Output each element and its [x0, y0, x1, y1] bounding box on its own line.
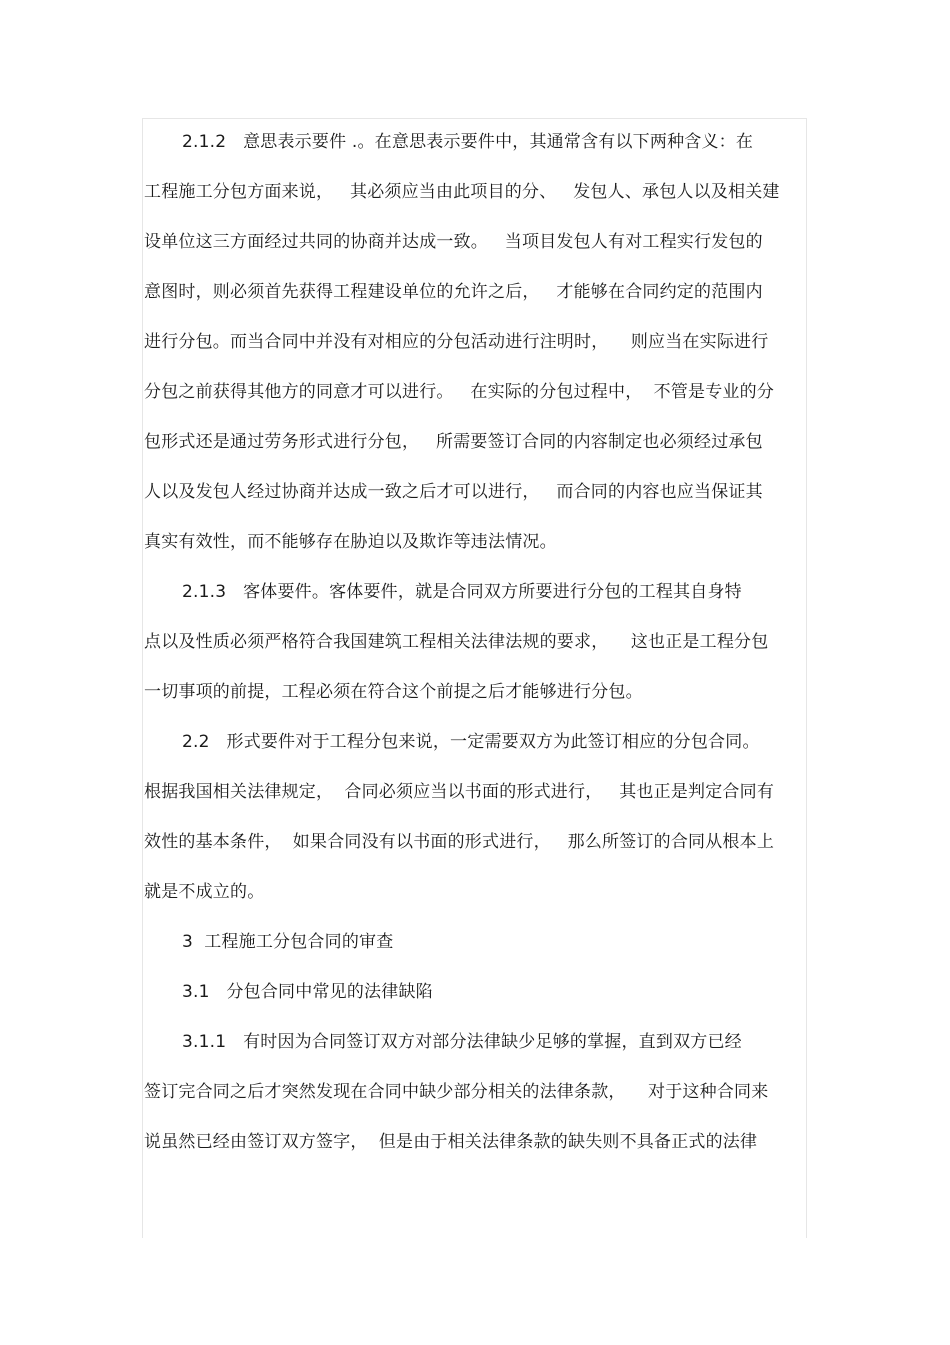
paragraph-line: 点以及性质必须严格符合我国建筑工程相关法律法规的要求， 这也正是工程分包: [144, 632, 769, 652]
paragraph-line: 就是不成立的。: [144, 882, 265, 902]
paragraph-line: 真实有效性，而不能够存在胁迫以及欺诈等违法情况。: [144, 532, 557, 552]
paragraph-line: 工程施工分包方面来说， 其必须应当由此项目的分、 发包人、承包人以及相关建: [144, 182, 780, 202]
paragraph-line: 2.1.3 客体要件。客体要件，就是合同双方所要进行分包的工程其自身特: [182, 582, 742, 602]
paragraph-line: 根据我国相关法律规定， 合同必须应当以书面的形式进行， 其也正是判定合同有: [144, 782, 775, 802]
paragraph-line: 分包之前获得其他方的同意才可以进行。 在实际的分包过程中， 不管是专业的分: [144, 382, 775, 402]
paragraph-line: 签订完合同之后才突然发现在合同中缺少部分相关的法律条款， 对于这种合同来: [144, 1082, 769, 1102]
paragraph-line: 意图时，则必须首先获得工程建设单位的允许之后， 才能够在合同约定的范围内: [144, 282, 763, 302]
paragraph-line: 2.2 形式要件对于工程分包来说，一定需要双方为此签订相应的分包合同。: [182, 732, 760, 752]
paragraph-line: 设单位这三方面经过共同的协商并达成一致。 当项目发包人有对工程实行发包的: [144, 232, 763, 252]
paragraph-line: 包形式还是通过劳务形式进行分包， 所需要签订合同的内容制定也必须经过承包: [144, 432, 763, 452]
paragraph-line: 2.1.2 意思表示要件 .。在意思表示要件中，其通常含有以下两种含义：在: [182, 132, 754, 152]
paragraph-line: 进行分包。而当合同中并没有对相应的分包活动进行注明时， 则应当在实际进行: [144, 332, 769, 352]
subsection-heading: 3.1 分包合同中常见的法律缺陷: [182, 982, 433, 1002]
paragraph-line: 3.1.1 有时因为合同签订双方对部分法律缺少足够的掌握，直到双方已经: [182, 1032, 742, 1052]
paragraph-line: 效性的基本条件， 如果合同没有以书面的形式进行， 那么所签订的合同从根本上: [144, 832, 775, 852]
paragraph-line: 一切事项的前提，工程必须在符合这个前提之后才能够进行分包。: [144, 682, 643, 702]
paragraph-line: 说虽然已经由签订双方签字， 但是由于相关法律条款的缺失则不具备正式的法律: [144, 1132, 758, 1152]
paragraph-line: 人以及发包人经过协商并达成一致之后才可以进行， 而合同的内容也应当保证其: [144, 482, 763, 502]
section-heading: 3 工程施工分包合同的审查: [182, 932, 394, 952]
